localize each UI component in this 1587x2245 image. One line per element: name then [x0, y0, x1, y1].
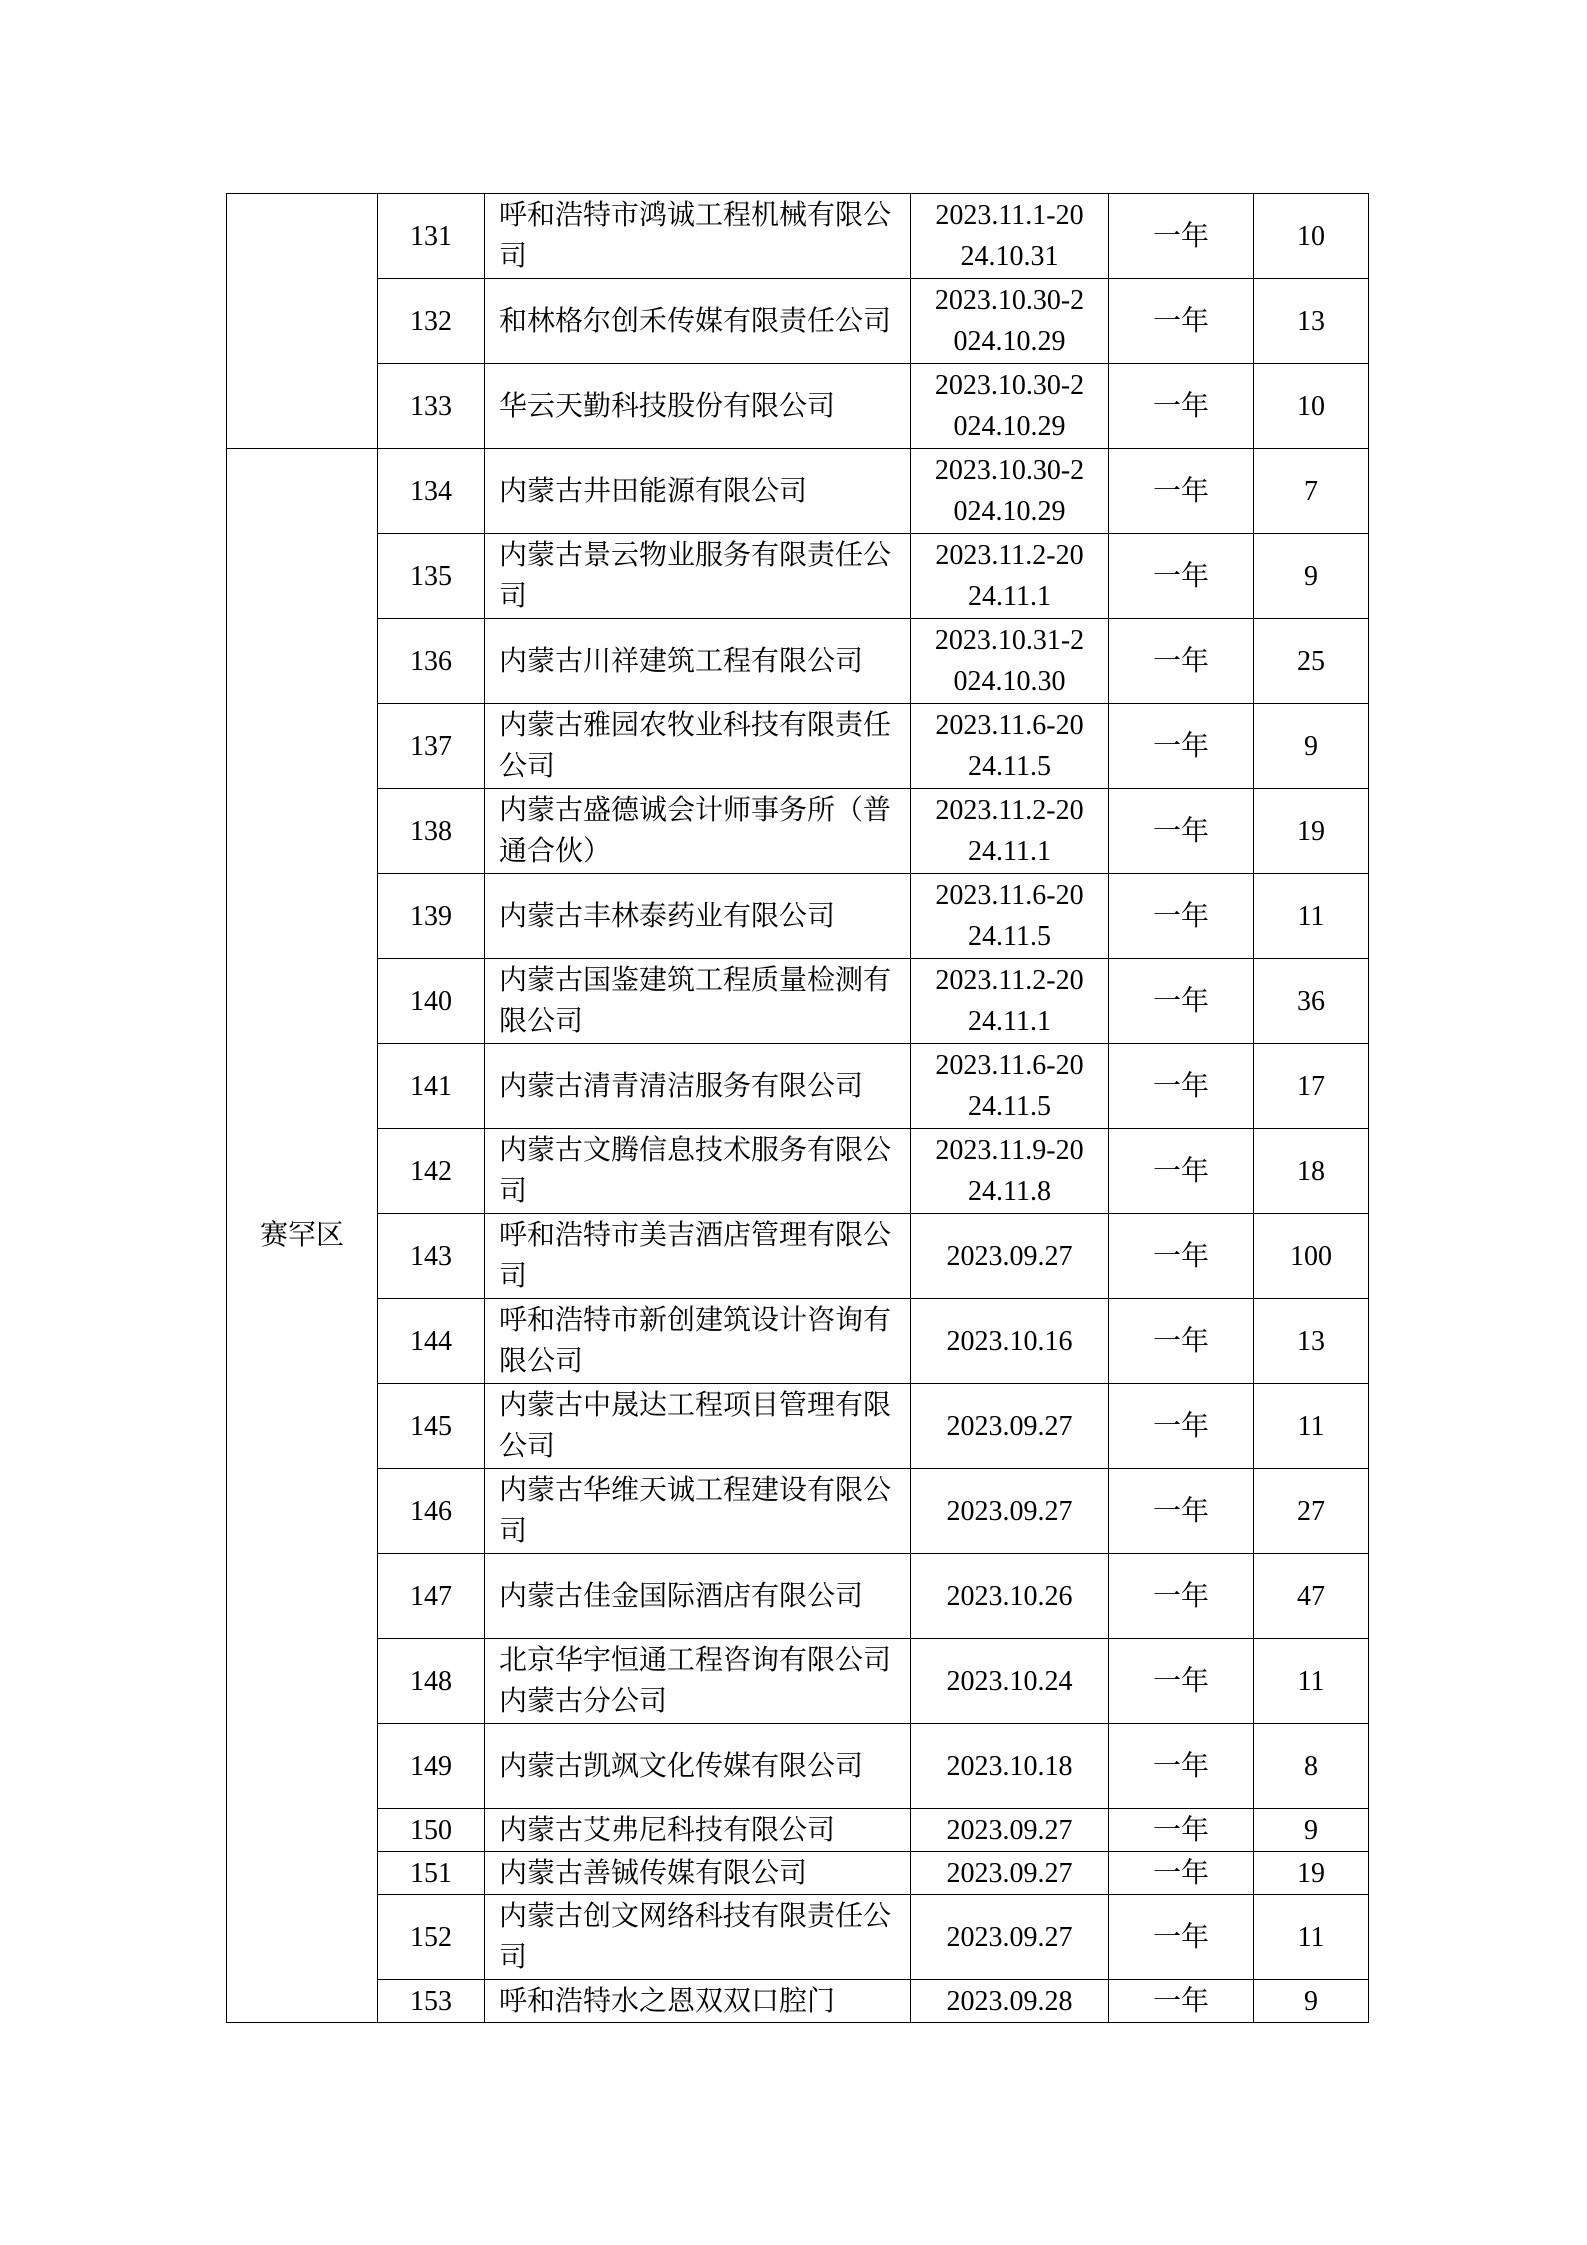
count-cell: 19	[1254, 789, 1369, 874]
date-range-cell	[911, 1554, 1109, 1639]
date-range-cell	[911, 1469, 1109, 1554]
date-range-cell	[911, 959, 1109, 1044]
company-name-cell: 内蒙古景云物业服务有限责任公司	[485, 534, 911, 619]
count-cell: 11	[1254, 1639, 1369, 1724]
table-row	[227, 1724, 1369, 1809]
count-cell: 10	[1254, 194, 1369, 279]
company-name-cell: 华云天勤科技股份有限公司	[485, 364, 911, 449]
date-text: 2023.11.6-2024.11.5	[935, 710, 1084, 782]
row-number-cell: 150	[378, 1809, 485, 1852]
table-row	[227, 1852, 1369, 1895]
enterprise-table	[226, 193, 1369, 2023]
term-cell: 一年	[1109, 1852, 1254, 1895]
table-row	[227, 1044, 1369, 1129]
row-number-cell: 141	[378, 1044, 485, 1129]
company-name-cell: 内蒙古佳金国际酒店有限公司	[485, 1554, 911, 1639]
term-cell: 一年	[1109, 1980, 1254, 2023]
date-range-cell	[911, 1214, 1109, 1299]
table-row	[227, 704, 1369, 789]
row-number-cell: 134	[378, 449, 485, 534]
date-text: 2023.10.30-2024.10.29	[934, 370, 1085, 442]
term-cell: 一年	[1109, 534, 1254, 619]
company-name-cell: 内蒙古中晟达工程项目管理有限公司	[485, 1384, 911, 1469]
date-range-cell	[911, 1044, 1109, 1129]
date-text: 2023.10.30-2024.10.29	[934, 455, 1085, 527]
count-cell: 9	[1254, 704, 1369, 789]
count-cell: 10	[1254, 364, 1369, 449]
date-text: 2023.10.18	[946, 1750, 1073, 1782]
region-cell	[227, 194, 378, 449]
company-name-cell: 内蒙古清青清洁服务有限公司	[485, 1044, 911, 1129]
term-cell: 一年	[1109, 959, 1254, 1044]
date-text: 2023.11.2-2024.11.1	[935, 795, 1084, 867]
company-name-cell: 和林格尔创禾传媒有限责任公司	[485, 279, 911, 364]
term-cell: 一年	[1109, 1299, 1254, 1384]
table-row	[227, 1214, 1369, 1299]
row-number-cell: 146	[378, 1469, 485, 1554]
term-cell: 一年	[1109, 449, 1254, 534]
count-cell: 9	[1254, 1980, 1369, 2023]
row-number-cell: 153	[378, 1980, 485, 2023]
date-text: 2023.11.2-2024.11.1	[935, 540, 1084, 612]
row-number-cell: 138	[378, 789, 485, 874]
date-range-cell	[911, 1724, 1109, 1809]
count-cell: 13	[1254, 279, 1369, 364]
term-cell: 一年	[1109, 1895, 1254, 1980]
row-number-cell: 139	[378, 874, 485, 959]
count-cell: 36	[1254, 959, 1369, 1044]
table-row	[227, 874, 1369, 959]
table-row	[227, 449, 1369, 534]
row-number-cell: 145	[378, 1384, 485, 1469]
term-cell: 一年	[1109, 1044, 1254, 1129]
row-number-cell: 137	[378, 704, 485, 789]
date-range-cell	[911, 449, 1109, 534]
term-cell: 一年	[1109, 194, 1254, 279]
company-name-cell: 内蒙古华维天诚工程建设有限公司	[485, 1469, 911, 1554]
date-text: 2023.10.24	[946, 1665, 1073, 1697]
company-name-cell: 北京华宇恒通工程咨询有限公司内蒙古分公司	[485, 1639, 911, 1724]
date-text: 2023.09.27	[946, 1495, 1073, 1527]
count-cell: 47	[1254, 1554, 1369, 1639]
company-name-cell: 内蒙古善铖传媒有限公司	[485, 1852, 911, 1895]
row-number-cell: 148	[378, 1639, 485, 1724]
company-name-cell: 呼和浩特市鸿诚工程机械有限公司	[485, 194, 911, 279]
table-row	[227, 619, 1369, 704]
date-range-cell	[911, 1299, 1109, 1384]
company-name-cell: 内蒙古盛德诚会计师事务所（普通合伙）	[485, 789, 911, 874]
date-range-cell	[911, 1384, 1109, 1469]
date-text: 2023.09.27	[946, 1240, 1073, 1272]
table-row	[227, 1384, 1369, 1469]
table-row	[227, 1299, 1369, 1384]
row-number-cell: 143	[378, 1214, 485, 1299]
date-text: 2023.11.2-2024.11.1	[935, 965, 1084, 1037]
date-text: 2023.10.26	[946, 1580, 1073, 1612]
date-range-cell	[911, 194, 1109, 279]
table-row	[227, 534, 1369, 619]
term-cell: 一年	[1109, 789, 1254, 874]
row-number-cell: 132	[378, 279, 485, 364]
date-text: 2023.11.6-2024.11.5	[935, 880, 1084, 952]
company-name-cell: 内蒙古井田能源有限公司	[485, 449, 911, 534]
row-number-cell: 142	[378, 1129, 485, 1214]
term-cell: 一年	[1109, 1639, 1254, 1724]
count-cell: 8	[1254, 1724, 1369, 1809]
table-row	[227, 279, 1369, 364]
row-number-cell: 135	[378, 534, 485, 619]
count-cell: 9	[1254, 534, 1369, 619]
date-range-cell	[911, 789, 1109, 874]
date-text: 2023.09.27	[946, 1814, 1073, 1846]
date-text: 2023.09.27	[946, 1857, 1073, 1889]
count-cell: 9	[1254, 1809, 1369, 1852]
count-cell: 7	[1254, 449, 1369, 534]
region-cell	[227, 449, 378, 2023]
company-name-cell: 内蒙古文腾信息技术服务有限公司	[485, 1129, 911, 1214]
table-row	[227, 789, 1369, 874]
company-name-cell: 内蒙古雅园农牧业科技有限责任公司	[485, 704, 911, 789]
company-name-cell: 内蒙古国鉴建筑工程质量检测有限公司	[485, 959, 911, 1044]
count-cell: 17	[1254, 1044, 1369, 1129]
count-cell: 100	[1254, 1214, 1369, 1299]
table-row	[227, 1554, 1369, 1639]
date-text: 2023.10.16	[946, 1325, 1073, 1357]
company-name-cell: 内蒙古丰林泰药业有限公司	[485, 874, 911, 959]
region-label: 赛罕区	[259, 1220, 344, 1251]
table-row	[227, 1639, 1369, 1724]
row-number-cell: 149	[378, 1724, 485, 1809]
company-name-cell: 呼和浩特市美吉酒店管理有限公司	[485, 1214, 911, 1299]
date-range-cell	[911, 1980, 1109, 2023]
company-name-cell: 内蒙古凯飒文化传媒有限公司	[485, 1724, 911, 1809]
date-text: 2023.09.27	[946, 1921, 1073, 1953]
date-range-cell	[911, 364, 1109, 449]
date-text: 2023.09.27	[946, 1410, 1073, 1442]
table-row	[227, 1469, 1369, 1554]
date-text: 2023.11.9-2024.11.8	[935, 1135, 1084, 1207]
row-number-cell: 152	[378, 1895, 485, 1980]
count-cell: 13	[1254, 1299, 1369, 1384]
term-cell: 一年	[1109, 279, 1254, 364]
date-range-cell	[911, 1895, 1109, 1980]
term-cell: 一年	[1109, 1129, 1254, 1214]
count-cell: 11	[1254, 1384, 1369, 1469]
row-number-cell: 147	[378, 1554, 485, 1639]
row-number-cell: 140	[378, 959, 485, 1044]
date-text: 2023.11.1-2024.10.31	[935, 200, 1084, 272]
date-range-cell	[911, 1639, 1109, 1724]
date-range-cell	[911, 1809, 1109, 1852]
table-row	[227, 1980, 1369, 2023]
date-text: 2023.11.6-2024.11.5	[935, 1050, 1084, 1122]
date-range-cell	[911, 279, 1109, 364]
term-cell: 一年	[1109, 1384, 1254, 1469]
date-range-cell	[911, 534, 1109, 619]
count-cell: 27	[1254, 1469, 1369, 1554]
count-cell: 11	[1254, 874, 1369, 959]
date-range-cell	[911, 704, 1109, 789]
count-cell: 25	[1254, 619, 1369, 704]
table-row	[227, 364, 1369, 449]
count-cell: 11	[1254, 1895, 1369, 1980]
term-cell: 一年	[1109, 704, 1254, 789]
date-text: 2023.10.31-2024.10.30	[934, 625, 1085, 697]
table-row	[227, 1129, 1369, 1214]
table-row	[227, 959, 1369, 1044]
date-text: 2023.09.28	[946, 1985, 1073, 2017]
row-number-cell: 133	[378, 364, 485, 449]
date-range-cell	[911, 619, 1109, 704]
row-number-cell: 144	[378, 1299, 485, 1384]
table-body	[227, 194, 1369, 2023]
table-row	[227, 194, 1369, 279]
term-cell: 一年	[1109, 1809, 1254, 1852]
term-cell: 一年	[1109, 1554, 1254, 1639]
company-name-cell: 内蒙古艾弗尼科技有限公司	[485, 1809, 911, 1852]
term-cell: 一年	[1109, 1469, 1254, 1554]
company-name-cell: 内蒙古创文网络科技有限责任公司	[485, 1895, 911, 1980]
term-cell: 一年	[1109, 874, 1254, 959]
row-number-cell: 151	[378, 1852, 485, 1895]
date-range-cell	[911, 1852, 1109, 1895]
table-row	[227, 1895, 1369, 1980]
date-text: 2023.10.30-2024.10.29	[934, 285, 1085, 357]
company-name-cell: 呼和浩特市新创建筑设计咨询有限公司	[485, 1299, 911, 1384]
company-name-cell: 内蒙古川祥建筑工程有限公司	[485, 619, 911, 704]
term-cell: 一年	[1109, 364, 1254, 449]
row-number-cell: 131	[378, 194, 485, 279]
term-cell: 一年	[1109, 1214, 1254, 1299]
date-range-cell	[911, 1129, 1109, 1214]
row-number-cell: 136	[378, 619, 485, 704]
table-row	[227, 1809, 1369, 1852]
count-cell: 19	[1254, 1852, 1369, 1895]
count-cell: 18	[1254, 1129, 1369, 1214]
term-cell: 一年	[1109, 619, 1254, 704]
date-range-cell	[911, 874, 1109, 959]
company-name-cell: 呼和浩特水之恩双双口腔门	[485, 1980, 911, 2023]
term-cell: 一年	[1109, 1724, 1254, 1809]
